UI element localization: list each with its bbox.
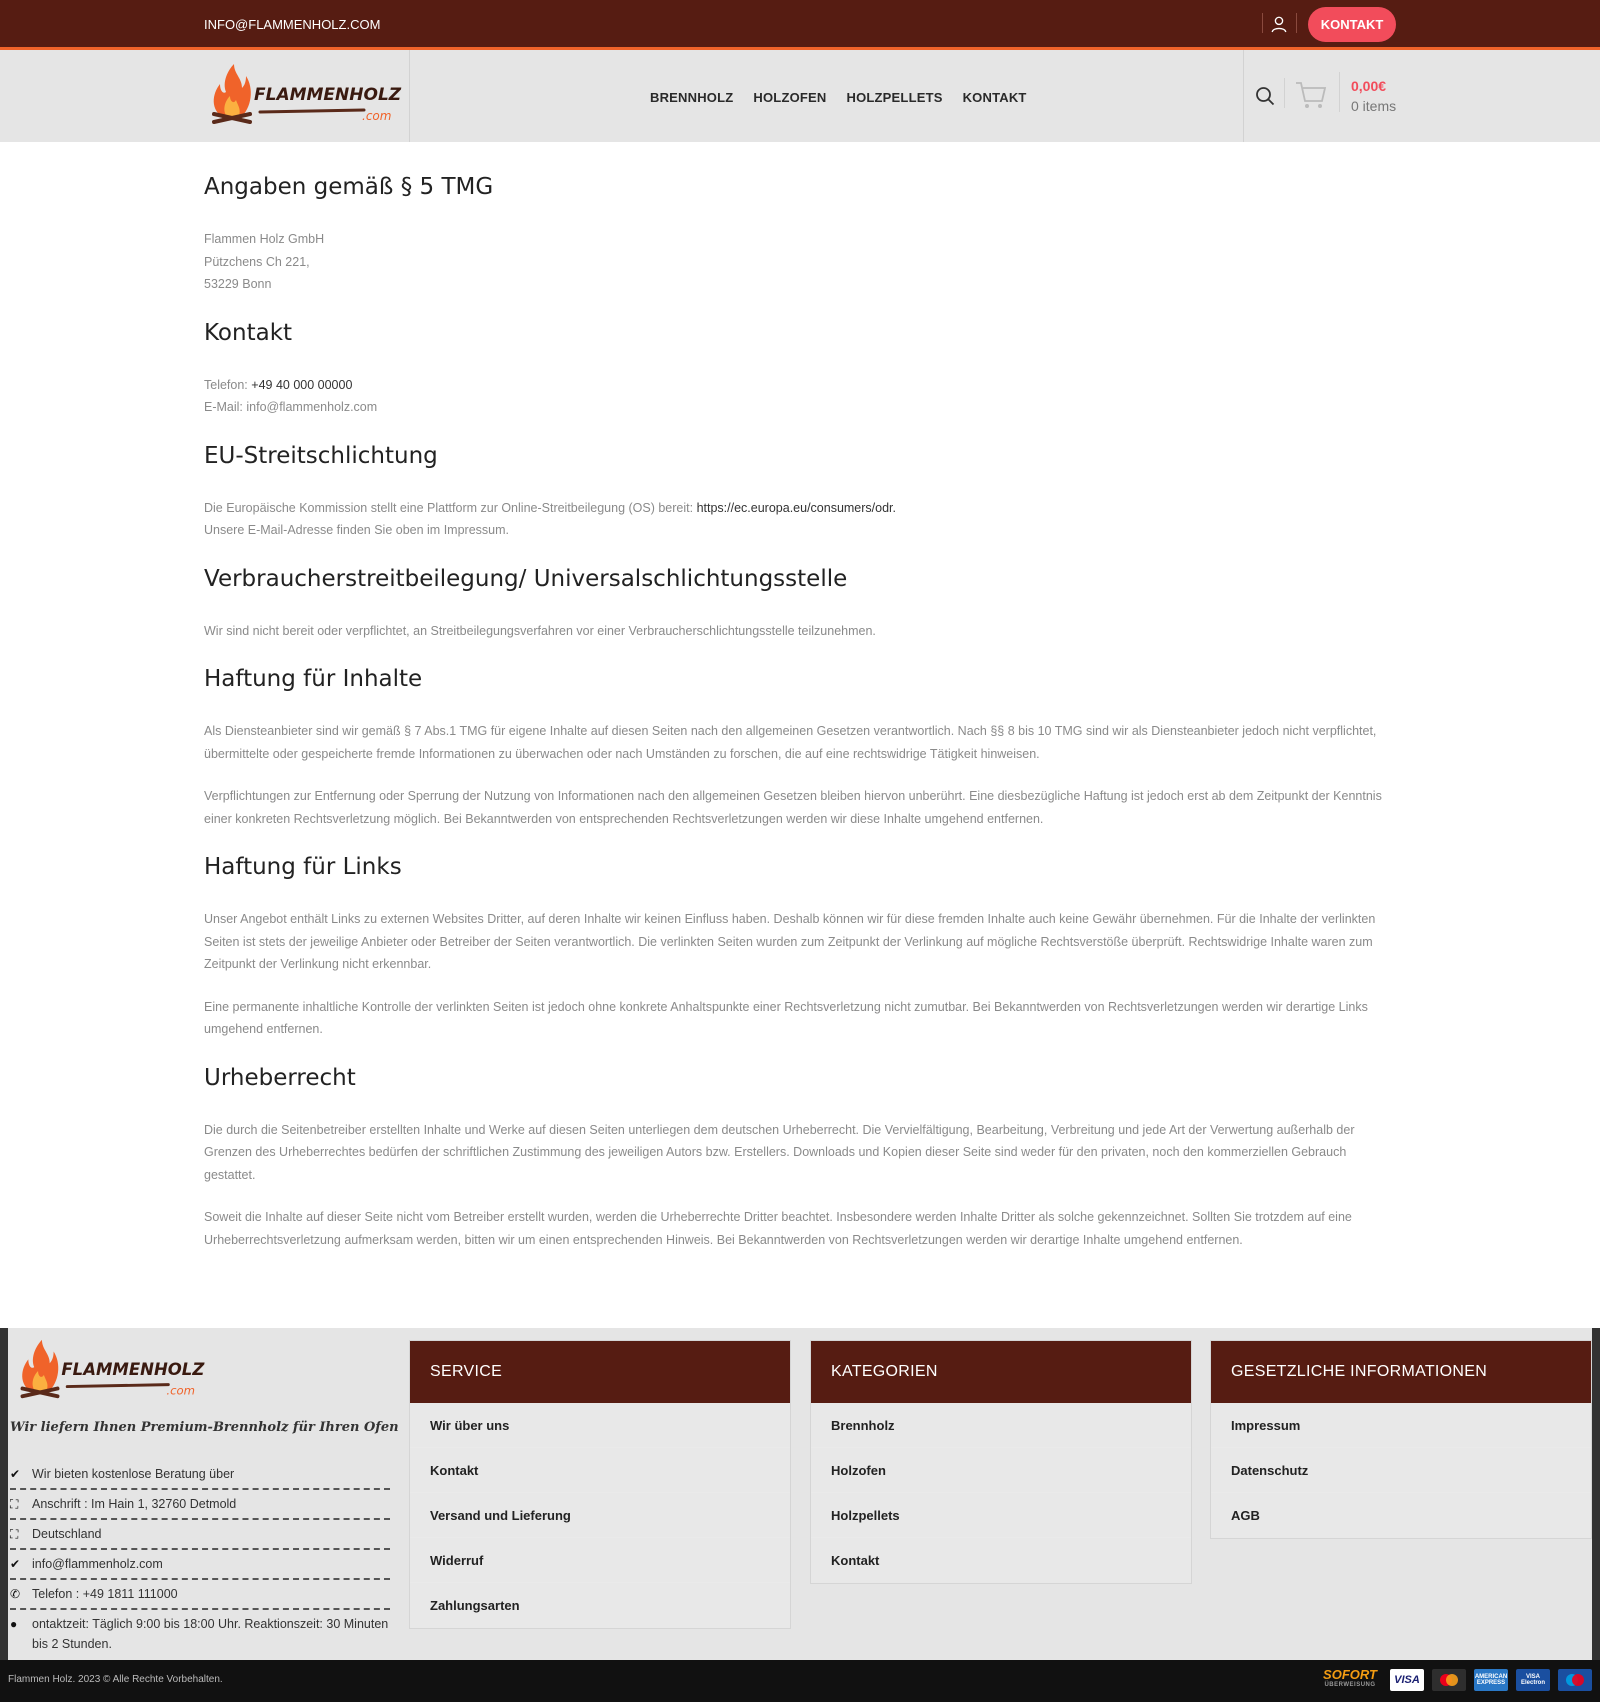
footer-link-brennholz[interactable]: Brennholz (811, 1403, 1191, 1448)
flammenholz-logo[interactable] (204, 60, 404, 132)
main-nav (650, 90, 1027, 105)
divider (1243, 50, 1244, 142)
section-haftung-inhalte (204, 662, 1396, 830)
list-item: ⛶ Deutschland (10, 1520, 390, 1550)
nav-kontakt[interactable]: KONTAKT (962, 90, 1027, 105)
list-item: ⛶ Anschrift : Im Hain 1, 32760 Detmold (10, 1490, 390, 1520)
section-kontakt (204, 316, 1396, 419)
top-bar (0, 0, 1600, 50)
paragraph: Die Europäische Kommission stellt eine Plattform zur Online-Streitbeilegung (OS) bereit: https://ec.europa.eu/consumers/odr. Unsere E-Mail-Adresse finden Sie oben im Impressum. (204, 500, 897, 537)
cart-icon[interactable] (1295, 80, 1327, 110)
footer-edge (1592, 1328, 1600, 1660)
clock-icon: ● (10, 1617, 18, 1631)
footer-edge (0, 1328, 8, 1660)
section-verbraucherstreitbeilegung (204, 562, 1396, 643)
section-title: Haftung für Links (204, 854, 402, 880)
check-icon: ✔ (10, 1557, 21, 1571)
list-item (10, 1550, 390, 1580)
phone-icon: ✆ (10, 1587, 21, 1601)
section-haftung-links (204, 850, 1396, 1041)
check-icon: ✔ (10, 1467, 21, 1481)
footer-link-holzofen[interactable]: Holzofen (811, 1448, 1191, 1493)
location-icon: ⛶ (10, 1497, 19, 1511)
kontakt-button[interactable]: KONTAKT (1308, 7, 1396, 42)
footer-link-kontakt[interactable]: Kontakt (410, 1448, 790, 1493)
footer-gesetz-column (1210, 1340, 1592, 1539)
svg-text:.com: .com (166, 1383, 195, 1398)
footer-link-impressum[interactable]: Impressum (1211, 1403, 1591, 1448)
column-title: SERVICE (410, 1341, 790, 1403)
section-title: Kontakt (204, 319, 293, 346)
top-email-link[interactable]: INFO@FLAMMENHOLZ.COM (204, 17, 381, 32)
copyright-text: Flammen Holz. 2023 © Alle Rechte Vorbehalten. (8, 1674, 223, 1685)
section-title: Haftung für Inhalte (204, 666, 423, 692)
section-title: Urheberrecht (204, 1064, 356, 1091)
visa-icon: VISA (1390, 1669, 1424, 1691)
section-eu-streitschlichtung (204, 439, 1396, 542)
paragraph: Die durch die Seitenbetreiber erstellten Inhalte und Werke auf diesen Seiten unterliegen dem deutschen Urheberrecht. Die Vervielfältigung, Bearbeitung, Verbreitung und jede Art der Verwertung außerhalb der Grenzen des Urheberrechtes bedürfen der schriftlichen Zustimmung des jeweiligen Autors bzw. Erstellers. Downloads und Kopien dieser Seite sind weder für den privaten, noch den kommerziellen Gebrauch gestattet. (204, 1122, 1355, 1182)
divider (1284, 78, 1285, 108)
site-header (0, 50, 1600, 142)
svg-text:FLAMMENHOLZ: FLAMMENHOLZ (254, 85, 402, 105)
svg-text:FLAMMENHOLZ: FLAMMENHOLZ (61, 1359, 205, 1379)
section-title: Angaben gemäß § 5 TMG (204, 174, 494, 200)
footer-contact-list (10, 1460, 390, 1658)
section-title: Verbraucherstreitbeilegung/ Universalschlichtungsstelle (204, 565, 848, 592)
footer-logo[interactable] (12, 1336, 208, 1406)
footer-link-versand[interactable]: Versand und Lieferung (410, 1493, 790, 1538)
contact-info: Telefon: +49 40 000 00000 E-Mail: info@flammenholz.com (204, 377, 378, 414)
paragraph: Eine permanente inhaltliche Kontrolle der verlinkten Seiten ist jedoch ohne konkrete Anhaltspunkte einer Rechtsverletzung nicht zumutbar. Bei Bekanntwerden von Rechtsverletzungen werden wir derartige Links umgehend entfernen. (204, 999, 1368, 1036)
nav-holzpellets[interactable]: HOLZPELLETS (846, 90, 943, 105)
divider (1296, 13, 1297, 33)
user-icon[interactable] (1270, 15, 1288, 33)
list-item: ✔ Wir bieten kostenlose Beratung über (10, 1460, 390, 1490)
footer-link-agb[interactable]: AGB (1231, 1508, 1260, 1523)
email-text[interactable]: E-Mail: info@flammenholz.com (204, 400, 378, 414)
amex-icon: AMERICAN EXPRESS (1474, 1669, 1508, 1691)
section-angaben (204, 170, 1396, 296)
section-urheberrecht (204, 1061, 1396, 1252)
copyright-bar (0, 1660, 1600, 1702)
search-icon[interactable] (1255, 86, 1275, 106)
footer-link-holzpellets[interactable]: Holzpellets (811, 1493, 1191, 1538)
cart-total[interactable]: 0,00€ (1351, 78, 1387, 94)
footer-link-wir-ueber-uns[interactable]: Wir über uns (410, 1403, 790, 1448)
divider (1262, 13, 1263, 33)
paragraph: Unser Angebot enthält Links zu externen Websites Dritter, auf deren Inhalte wir keinen Einfluss haben. Deshalb können wir für diese fremden Inhalte auch keine Gewähr übernehmen. Für die Inhalte der verlinkten Seiten ist stets der jeweilige Anbieter oder Betreiber der Seiten verantwortlich. Die verlinkten Seiten wurden zum Zeitpunkt der Verlinkung auf mögliche Rechtsverstöße überprüft. Rechtswidrige Inhalte waren zum Zeitpunkt der Verlinkung nicht erkennbar. (204, 912, 1376, 971)
site-footer (0, 1328, 1600, 1660)
footer-link-zahlungsarten[interactable]: Zahlungsarten (430, 1598, 520, 1613)
list-item: ● ontaktzeit: Täglich 9:00 bis 18:00 Uhr. Reaktionszeit: 30 Minuten bis 2 Stunden. (10, 1610, 390, 1658)
footer-service-column (409, 1340, 791, 1629)
paragraph: Verpflichtungen zur Entfernung oder Sperrung der Nutzung von Informationen nach den allgemeinen Gesetzen bleiben hiervon unberührt. Eine diesbezügliche Haftung ist jedoch erst ab dem Zeitpunkt der Kenntnis einer konkreten Rechtsverletzung möglich. Bei Bekanntwerden von entsprechenden Rechtsverletzungen werden wir diese Inhalte umgehend entfernen. (204, 789, 1382, 826)
cart-count[interactable]: 0 items (1351, 98, 1397, 114)
column-title: KATEGORIEN (811, 1341, 1191, 1403)
sofort-icon: SOFORT ÜBERWEISUNG (1323, 1667, 1377, 1688)
footer-phone-link[interactable]: Telefon : +49 1811 111000 (32, 1587, 178, 1601)
footer-kategorien-column (810, 1340, 1192, 1584)
section-title: EU-Streitschlichtung (204, 442, 438, 469)
divider (1339, 72, 1340, 112)
column-title: GESETZLICHE INFORMATIONEN (1211, 1341, 1591, 1403)
location-icon: ⛶ (10, 1527, 19, 1541)
footer-tagline: Wir liefern Ihnen Premium-Brennholz für Ihren Ofen (10, 1420, 399, 1435)
nav-holzofen[interactable]: HOLZOFEN (753, 90, 827, 105)
mastercard-icon (1432, 1669, 1466, 1691)
impressum-content (204, 170, 1396, 1271)
footer-link-datenschutz[interactable]: Datenschutz (1211, 1448, 1591, 1493)
footer-link-kontakt[interactable]: Kontakt (831, 1553, 880, 1568)
footer-email-link[interactable]: info@flammenholz.com (32, 1557, 163, 1571)
payment-methods (1318, 1669, 1592, 1691)
svg-text:.com: .com (362, 109, 392, 123)
divider (409, 50, 410, 142)
paragraph: Soweit die Inhalte auf dieser Seite nicht vom Betreiber erstellt wurden, werden die Urheberrechte Dritter beachtet. Insbesondere werden Inhalte Dritter als solche gekennzeichnet. Sollten Sie trotzdem auf eine Urheberrechtsverletzung aufmerksam werden, bitten wir um einen entsprechenden Hinweis. Bei Bekanntwerden von Rechtsverletzungen werden wir derartige Inhalte umgehend entfernen. (204, 1210, 1352, 1247)
paragraph: Wir sind nicht bereit oder verpflichtet, an Streitbeilegungsverfahren vor einer Verbraucherschlichtungsstelle teilzunehmen. (204, 623, 876, 638)
list-item (10, 1580, 390, 1610)
company-address: Flammen Holz GmbH Pützchens Ch 221, 53229 Bonn (204, 232, 325, 291)
paragraph: Als Diensteanbieter sind wir gemäß § 7 Abs.1 TMG für eigene Inhalte auf diesen Seiten nach den allgemeinen Gesetzen verantwortlich. Nach §§ 8 bis 10 TMG sind wir als Diensteanbieter jedoch nicht verpflichtet, übermittelte oder gespeicherte fremde Informationen zu überwachen oder nach Umständen zu forschen, die auf eine rechtswidrige Tätigkeit hinweisen. (204, 724, 1377, 761)
maestro-icon (1558, 1669, 1592, 1691)
phone-link[interactable]: +49 40 000 00000 (251, 377, 353, 392)
nav-brennholz[interactable]: BRENNHOLZ (650, 90, 734, 105)
odr-link[interactable]: https://ec.europa.eu/consumers/odr (696, 500, 893, 515)
visa-electron-icon: VISA Electron (1516, 1669, 1550, 1691)
footer-link-widerruf[interactable]: Widerruf (410, 1538, 790, 1583)
